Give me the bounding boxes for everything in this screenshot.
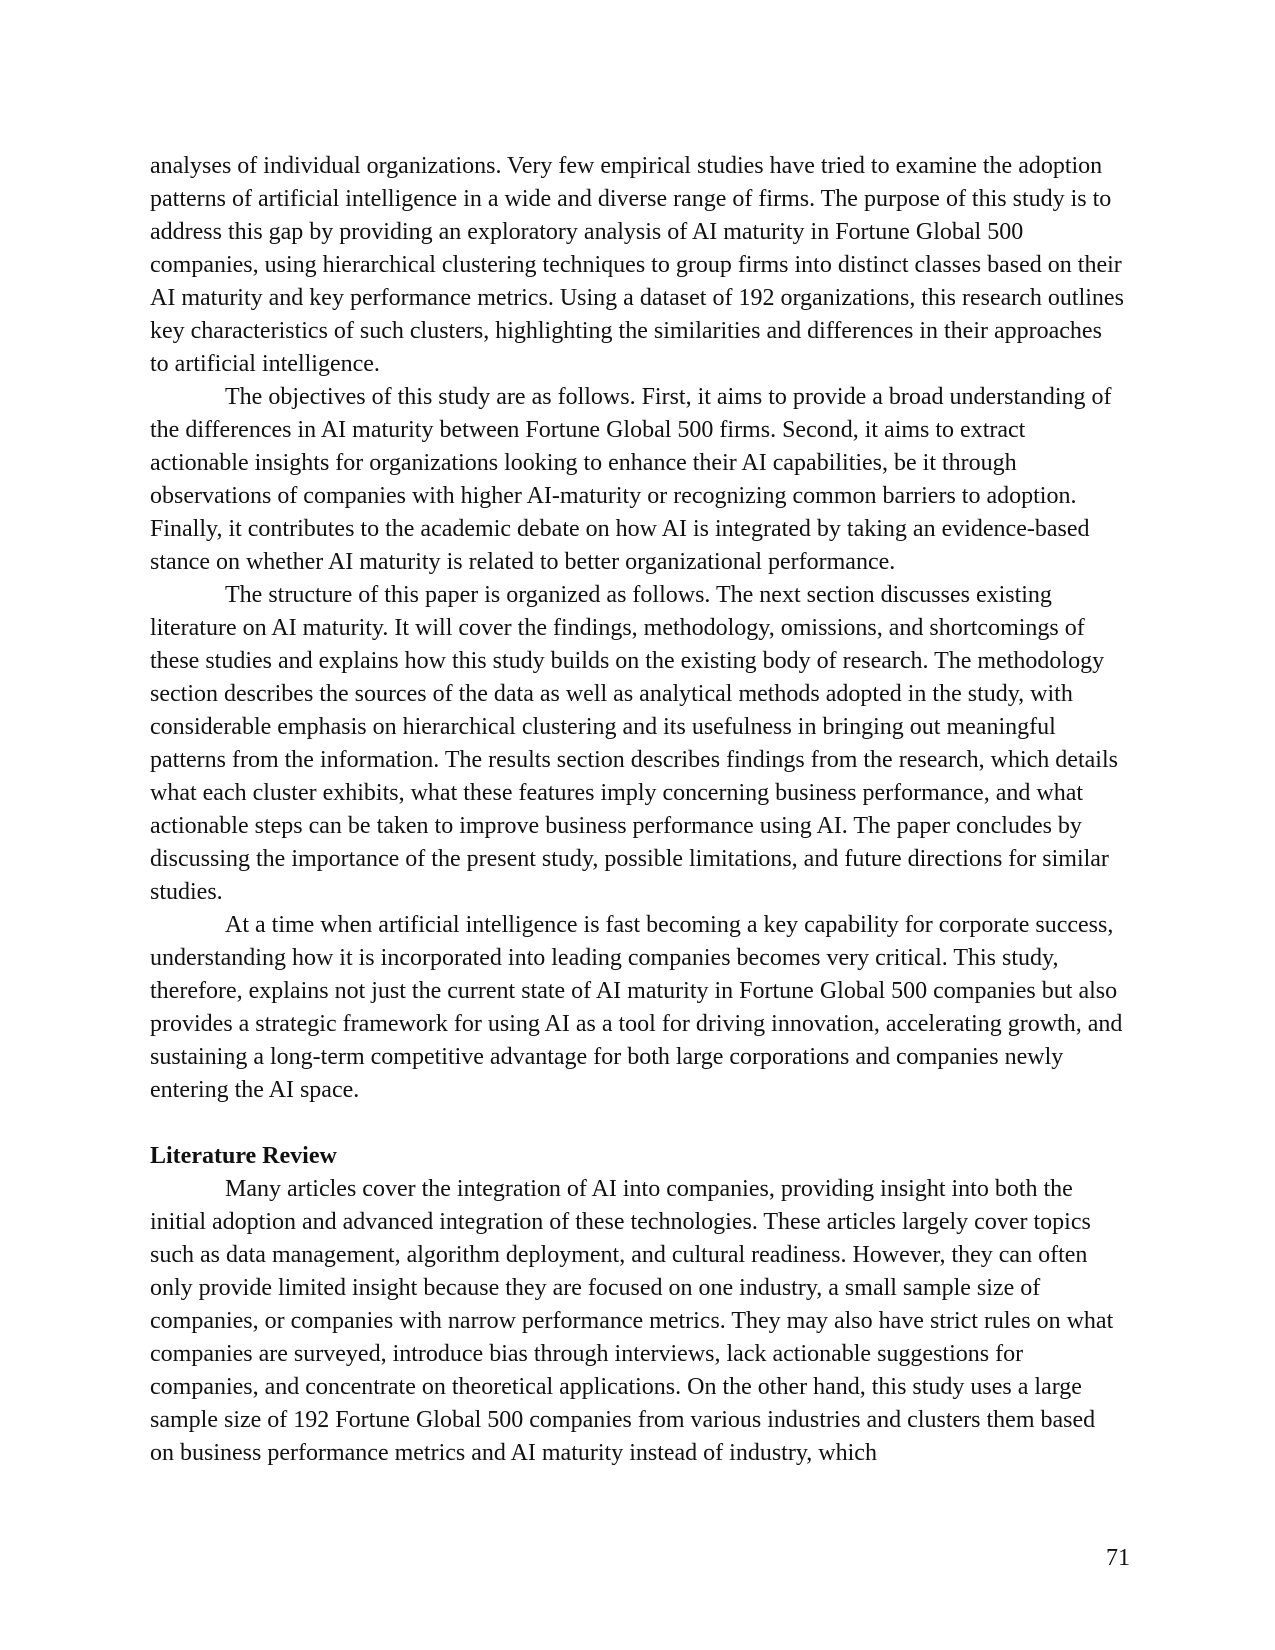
objectives-paragraph: The objectives of this study are as follows. First, it aims to provide a broad understanding of the differences in AI maturity between Fortune Global 500 firms. Second, it aims to extract actionable insights for organizations looking to enhance their AI capabilities, be it through observations of companies with higher AI-maturity or recognizing common barriers to adoption. Finally, it contributes to the academic debate on how AI is integrated by taking an evidence-based stance on whether AI maturity is related to better organizational performance. (150, 384, 1112, 575)
intro-paragraph-continuation: analyses of individual organizations. Very few empirical studies have tried to examine the adoption patterns of artificial intelligence in a wide and diverse range of firms. The purpose of this study is to address this gap by providing an exploratory analysis of AI maturity in Fortune Global 500 companies, using hierarchical clustering techniques to group firms into distinct classes based on their AI maturity and key performance metrics. Using a dataset of 192 organizations, this research outlines key characteristics of such clusters, highlighting the similarities and differences in their approaches to artificial intelligence. (150, 153, 1124, 377)
paper-structure-paragraph: The structure of this paper is organized as follows. The next section discusses existing literature on AI maturity. It will cover the findings, methodology, omissions, and shortcomings of these studies and explains how this study builds on the existing body of research. The methodology section describes the sources of the data as well as analytical methods adopted in the study, with considerable emphasis on hierarchical clustering and its usefulness in bringing out meaningful patterns from the information. The results section describes findings from the research, which details what each cluster exhibits, what these features imply concerning business performance, and what actionable steps can be taken to improve business performance using AI. The paper concludes by discussing the importance of the present study, possible limitations, and future directions for similar studies. (150, 582, 1118, 905)
document-body (150, 150, 1125, 1470)
page-number: 71 (1106, 1545, 1130, 1571)
literature-review-heading: Literature Review (150, 1143, 337, 1169)
literature-review-paragraph: Many articles cover the integration of AI into companies, providing insight into both the initial adoption and advanced integration of these technologies. These articles largely cover topics such as data management, algorithm deployment, and cultural readiness. However, they can often only provide limited insight because they are focused on one industry, a small sample size of companies, or companies with narrow performance metrics. They may also have strict rules on what companies are surveyed, introduce bias through interviews, lack actionable suggestions for companies, and concentrate on theoretical applications. On the other hand, this study uses a large sample size of 192 Fortune Global 500 companies from various industries and clusters them based on business performance metrics and AI maturity instead of industry, which (150, 1176, 1114, 1466)
importance-paragraph: At a time when artificial intelligence is fast becoming a key capability for corporate success, understanding how it is incorporated into leading companies becomes very critical. This study, therefore, explains not just the current state of AI maturity in Fortune Global 500 companies but also provides a strategic framework for using AI as a tool for driving innovation, accelerating growth, and sustaining a long-term competitive advantage for both large corporations and companies newly entering the AI space. (150, 912, 1123, 1103)
